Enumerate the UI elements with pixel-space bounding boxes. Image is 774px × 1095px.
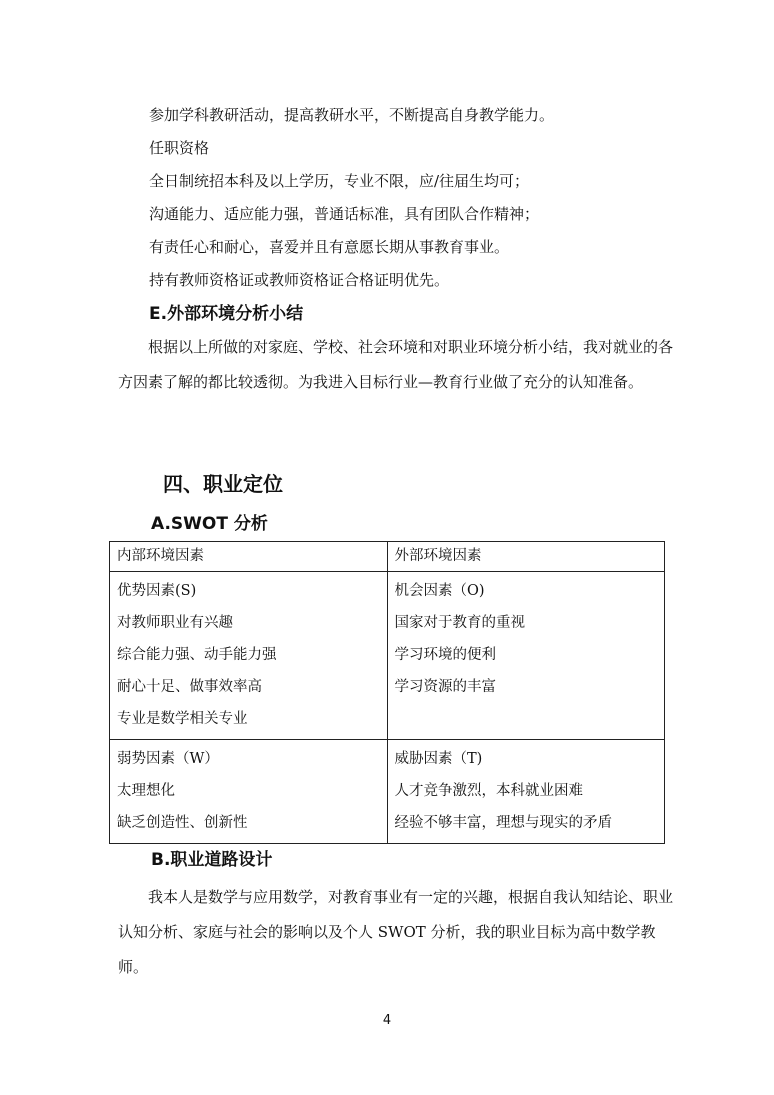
text-line: 任职资格	[149, 139, 210, 157]
list-item: 学习环境的便利	[394, 647, 496, 663]
list-item: 专业是数学相关专业	[117, 711, 248, 727]
swot-table	[109, 541, 665, 844]
header-external: 外部环境因素	[387, 542, 665, 572]
weaknesses-cell	[110, 740, 388, 844]
section-paragraph: 我本人是数学与应用数学，对教育事业有一定的兴趣，根据自我认知结论、职业认知分析、家庭与社会的影响以及个人 SWOT 分析，我的职业目标为高中数学教师。	[118, 888, 674, 976]
page-number: 4	[382, 1013, 392, 1028]
section-paragraph: 根据以上所做的对家庭、学校、社会环境和对职业环境分析小结，我对就业的各方因素了解的都比较透彻。为我进入目标行业—教育行业做了充分的认知准备。	[118, 338, 674, 391]
list-item: 威胁因素（T)	[394, 751, 483, 767]
text-line: 沟通能力、适应能力强，普通话标准，具有团队合作精神；	[149, 205, 540, 223]
table-header-row	[110, 542, 665, 572]
threats-cell	[387, 740, 665, 844]
list-item: 弱势因素（W）	[117, 751, 219, 767]
section-heading: E.外部环境分析小结	[149, 304, 304, 324]
list-item: 综合能力强、动手能力强	[117, 647, 277, 663]
list-item: 经验不够丰富，理想与现实的矛盾	[394, 815, 612, 831]
list-item: 机会因素（O)	[394, 583, 485, 599]
section-heading: B.职业道路设计	[151, 850, 273, 870]
table-row	[110, 572, 665, 740]
list-item: 耐心十足、做事效率高	[117, 679, 262, 695]
text-line: 参加学科教研活动，提高教研水平，不断提高自身教学能力。	[149, 106, 555, 124]
list-item: 优势因素(S)	[117, 583, 197, 599]
swot-heading: A.SWOT 分析	[151, 514, 268, 534]
list-item: 对教师职业有兴趣	[117, 615, 233, 631]
header-internal: 内部环境因素	[110, 542, 388, 572]
strengths-cell	[110, 572, 388, 740]
table-row	[110, 740, 665, 844]
chapter-heading: 四、职业定位	[163, 472, 283, 496]
list-item: 缺乏创造性、创新性	[117, 815, 248, 831]
opportunities-cell	[387, 572, 665, 740]
text-line: 有责任心和耐心，喜爱并且有意愿长期从事教育事业。	[149, 238, 510, 256]
list-item: 国家对于教育的重视	[394, 615, 525, 631]
list-item: 太理想化	[117, 783, 175, 799]
text-line: 全日制统招本科及以上学历，专业不限，应/往届生均可；	[149, 172, 530, 190]
text-line: 持有教师资格证或教师资格证合格证明优先。	[149, 271, 450, 289]
list-item: 人才竞争激烈，本科就业困难	[394, 783, 583, 799]
list-item: 学习资源的丰富	[394, 679, 496, 695]
